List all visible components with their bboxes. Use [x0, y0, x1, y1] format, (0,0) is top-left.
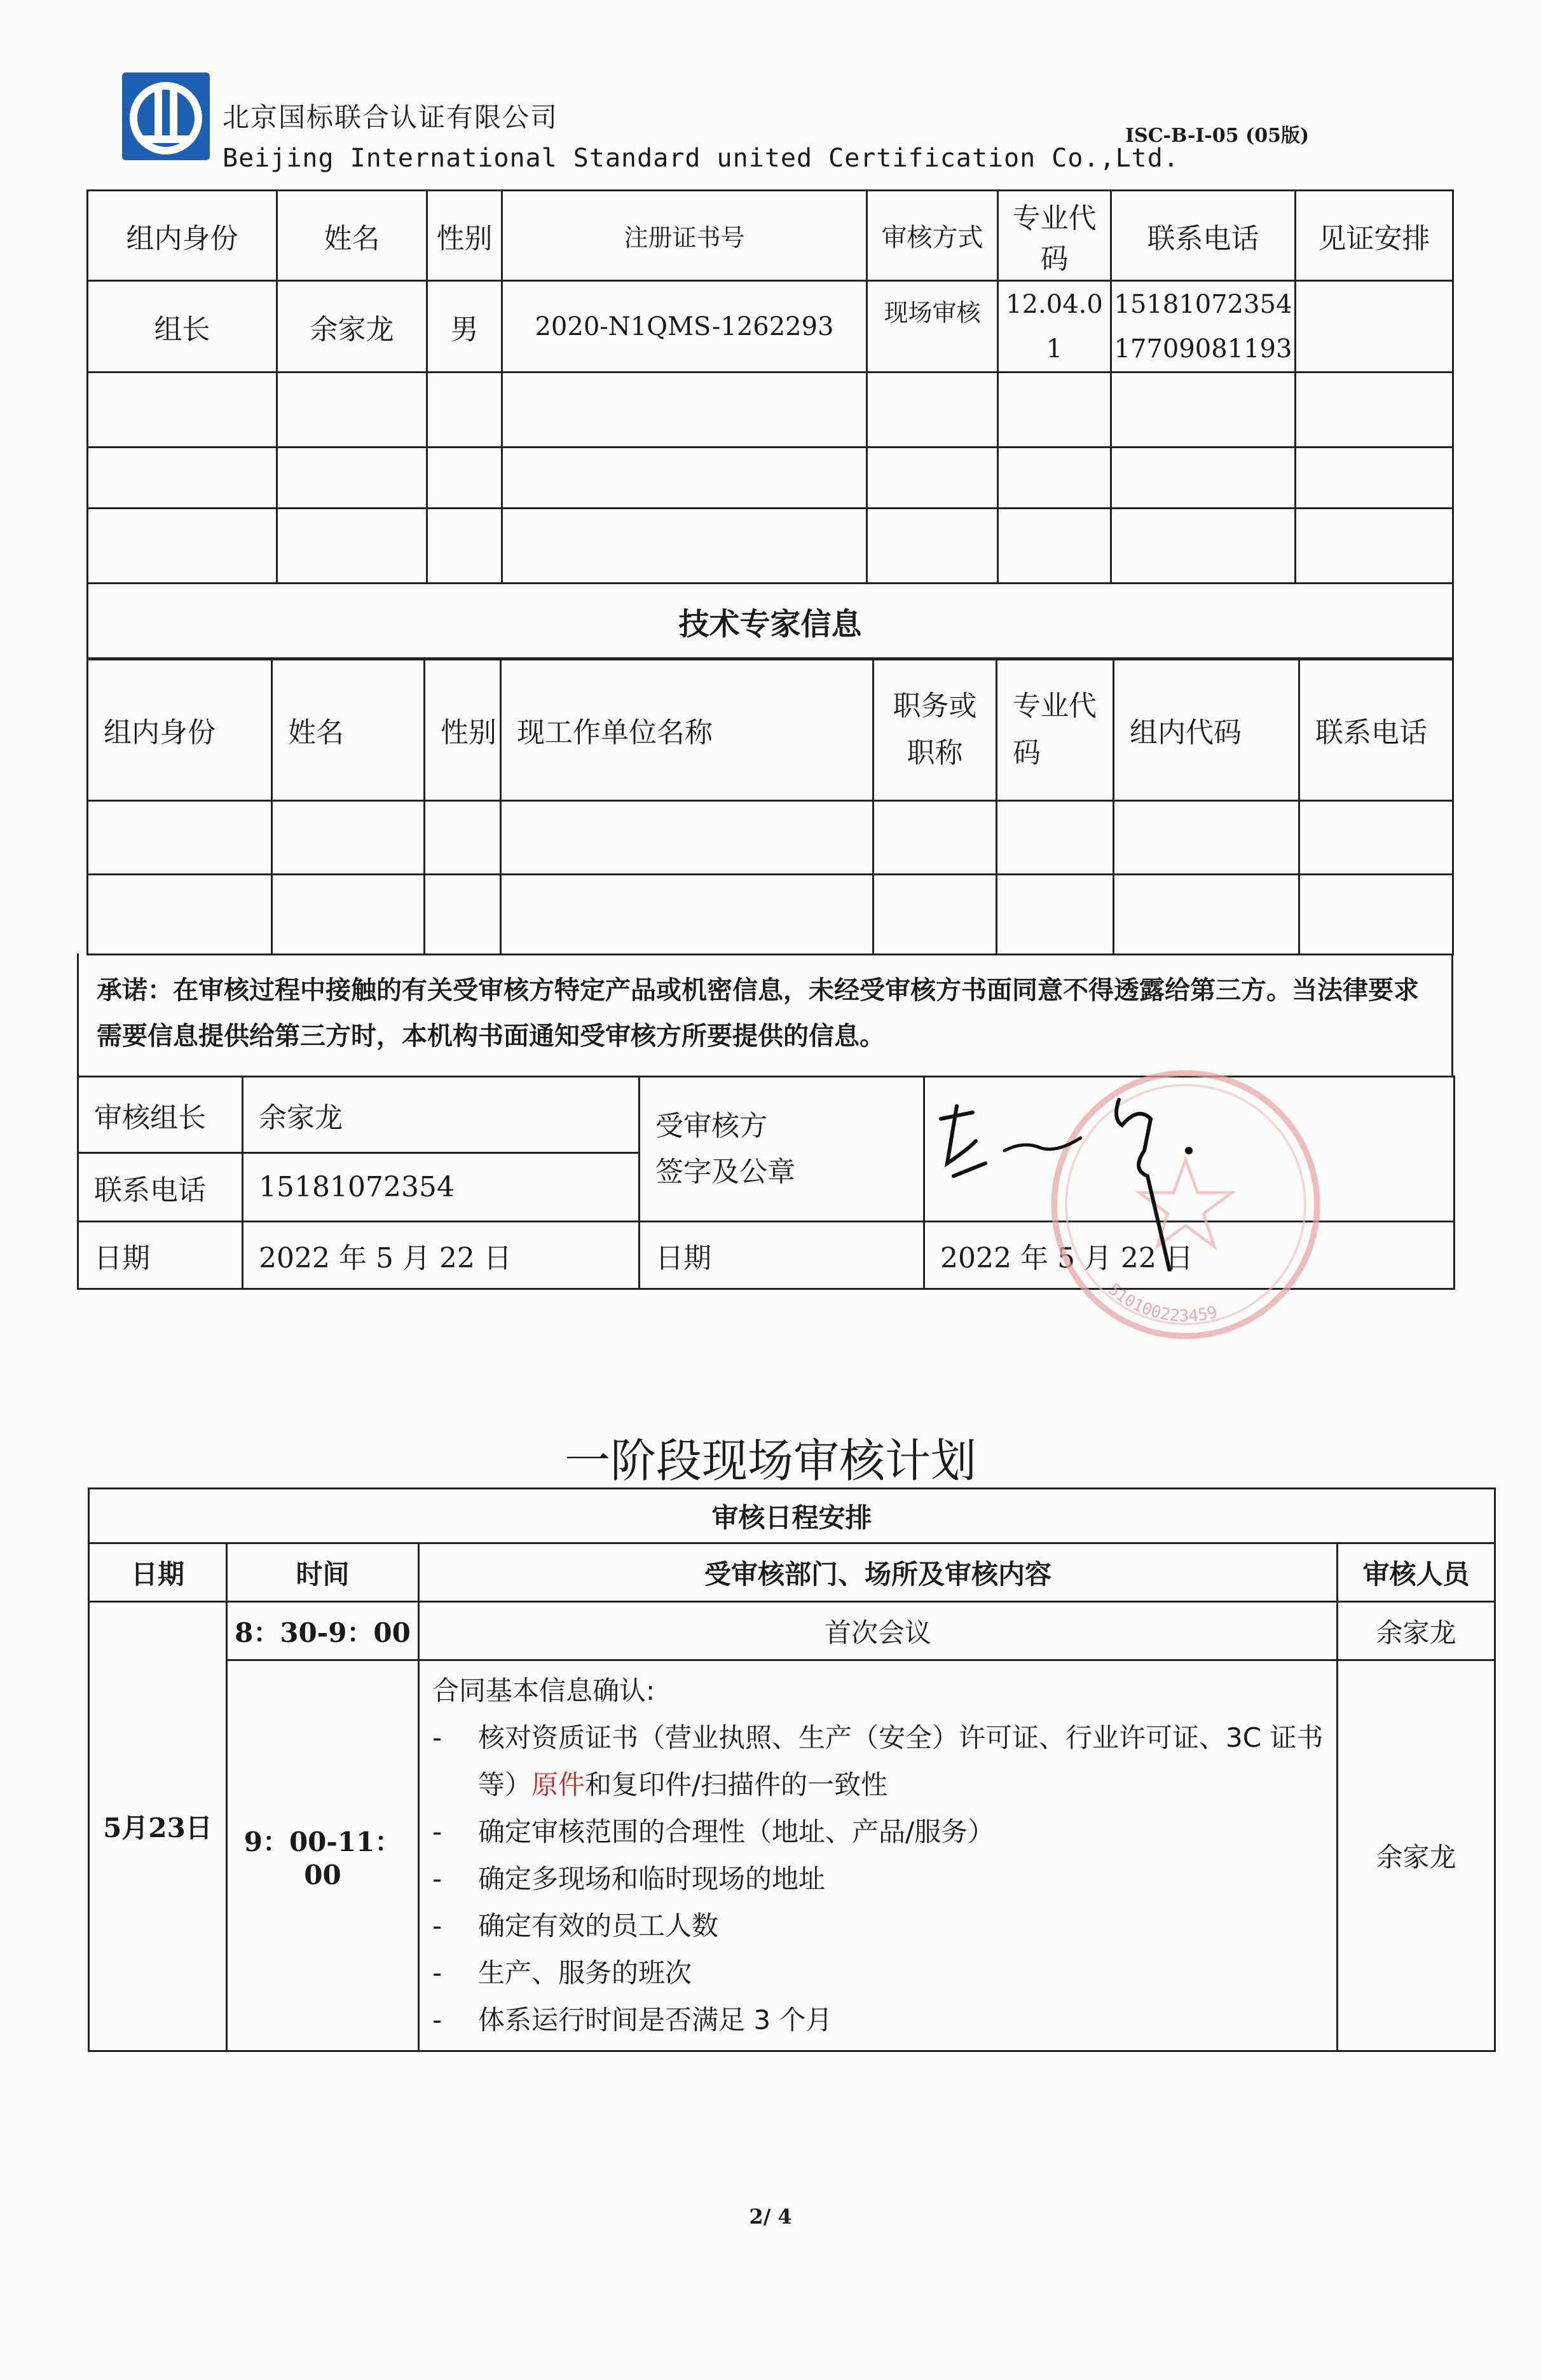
list-item	[432, 1950, 1324, 1997]
auditee-date-label: 日期	[640, 1222, 924, 1289]
content-cell: 首次会议	[419, 1602, 1338, 1660]
expert-title-row	[88, 584, 1453, 660]
header-cell: 专业代码	[998, 191, 1111, 281]
header-cell: 组内身份	[88, 659, 272, 801]
list-item	[432, 1856, 1324, 1903]
expert-section-title: 技术专家信息	[88, 584, 1453, 660]
item-text: 核对资质证书（营业执照、生产（安全）许可证、行业许可证、3C 证书等）	[478, 1722, 1324, 1800]
company-name-cn: 北京国标联合认证有限公司	[223, 102, 559, 133]
header-cell: 联系电话	[1111, 191, 1296, 281]
name-cell: 余家龙	[277, 281, 427, 373]
auditee-date-value: 2022 年 5 月 22 日	[924, 1222, 1455, 1289]
company-logo-icon	[118, 69, 214, 164]
bullet-dash: -	[432, 1722, 442, 1753]
header-cell: 性别	[427, 191, 502, 281]
item-text: 生产、服务的班次	[478, 1957, 692, 1988]
audit-team-table	[86, 189, 1454, 660]
handwritten-signature-icon	[928, 1081, 1284, 1271]
auditor-cell: 余家龙	[1338, 1660, 1495, 2051]
table-row	[88, 448, 1453, 509]
header-cell: 审核方式	[867, 191, 998, 281]
audit-mode-cell: 现场审核	[867, 281, 998, 373]
content-heading: 合同基本信息确认:	[432, 1675, 655, 1706]
list-item	[432, 1714, 1324, 1809]
table-row	[89, 1602, 1495, 1660]
item-text: 确定审核范围的合理性（地址、产品/服务）	[478, 1816, 995, 1847]
bullet-dash: -	[432, 1816, 442, 1847]
date-label: 日期	[78, 1222, 243, 1289]
auditee-label-line2: 签字及公章	[655, 1155, 795, 1188]
list-item	[432, 1903, 1324, 1950]
witness-cell	[1296, 281, 1453, 373]
leader-value: 余家龙	[243, 1077, 640, 1153]
plan-title: 一阶段现场审核计划	[564, 1434, 976, 1488]
leader-label: 审核组长	[78, 1077, 243, 1153]
bullet-dash: -	[432, 2004, 442, 2035]
table-header-row	[89, 1543, 1495, 1602]
page-number: 2/ 4	[749, 2205, 792, 2229]
schedule-title: 审核日程安排	[89, 1489, 1495, 1543]
seal-number: 510100223459	[1104, 1280, 1219, 1326]
bullet-dash: -	[432, 1957, 442, 1988]
header-cell: 性别	[425, 659, 501, 801]
header-cell: 组内身份	[88, 191, 277, 281]
header-cell: 组内代码	[1114, 659, 1299, 801]
expert-table	[86, 657, 1454, 955]
list-item	[432, 1809, 1324, 1856]
header-cell: 见证安排	[1296, 191, 1453, 281]
header-cell: 受审核部门、场所及审核内容	[419, 1543, 1338, 1602]
header-cell: 联系电话	[1299, 659, 1453, 801]
bullet-dash: -	[432, 1910, 442, 1941]
date-cell: 5月23日	[89, 1602, 227, 2051]
bullet-dash: -	[432, 1863, 442, 1894]
table-header-row	[88, 659, 1453, 801]
header-cell: 专业代码	[997, 659, 1114, 801]
company-name-en: Beijing International Standard united Certification Co.,Ltd.	[223, 144, 1179, 173]
cert-number-cell: 2020-N1QMS-1262293	[502, 281, 867, 373]
code-cell: 12.04.01	[998, 281, 1111, 373]
table-row	[88, 281, 1453, 373]
item-text: 体系运行时间是否满足 3 个月	[478, 2004, 833, 2035]
header-cell: 日期	[89, 1543, 227, 1602]
schedule-table	[88, 1488, 1496, 2052]
role-cell: 组长	[88, 281, 277, 373]
table-row	[88, 875, 1453, 955]
header-cell: 注册证书号	[502, 191, 867, 281]
time-cell: 8：30-9：00	[227, 1602, 419, 1660]
item-highlight: 原件	[531, 1769, 586, 1800]
auditee-label-line1: 受审核方	[655, 1109, 767, 1142]
item-text: 确定多现场和临时现场的地址	[478, 1863, 826, 1894]
table-row	[89, 1660, 1495, 2051]
table-header-row	[88, 191, 1453, 281]
phone-cell	[1111, 281, 1296, 373]
content-cell	[419, 1660, 1338, 2051]
table-row	[88, 801, 1453, 875]
header-cell: 职务或职称	[873, 659, 997, 801]
header-cell: 姓名	[272, 659, 425, 801]
schedule-title-row	[89, 1489, 1495, 1543]
header-cell: 现工作单位名称	[501, 659, 873, 801]
item-text: 确定有效的员工人数	[478, 1910, 719, 1941]
document-code: ISC-B-I-05 (05版)	[1125, 125, 1310, 147]
phone-2: 17709081193	[1114, 334, 1292, 364]
header-cell: 姓名	[277, 191, 427, 281]
header-cell: 审核人员	[1338, 1543, 1495, 1602]
auditor-cell: 余家龙	[1338, 1602, 1495, 1660]
item-text: 和复印件/扫描件的一致性	[585, 1769, 888, 1800]
table-row	[88, 509, 1453, 584]
phone-value: 15181072354	[243, 1153, 640, 1222]
commitment-text: 承诺：在审核过程中接触的有关受审核方特定产品或机密信息，未经受审核方书面同意不得透露给第三方。当法律要求需要信息提供给第三方时，本机构书面通知受审核方所要提供的信息。	[77, 954, 1453, 1076]
phone-label: 联系电话	[78, 1153, 243, 1222]
auditee-sign-label	[640, 1077, 924, 1222]
phone-1: 15181072354	[1114, 289, 1292, 319]
date-value: 2022 年 5 月 22 日	[243, 1222, 640, 1289]
table-row	[88, 373, 1453, 448]
time-cell: 9：00-11：00	[227, 1660, 419, 2051]
header-cell: 时间	[227, 1543, 419, 1602]
list-item	[432, 1997, 1324, 2044]
gender-cell: 男	[427, 281, 502, 373]
